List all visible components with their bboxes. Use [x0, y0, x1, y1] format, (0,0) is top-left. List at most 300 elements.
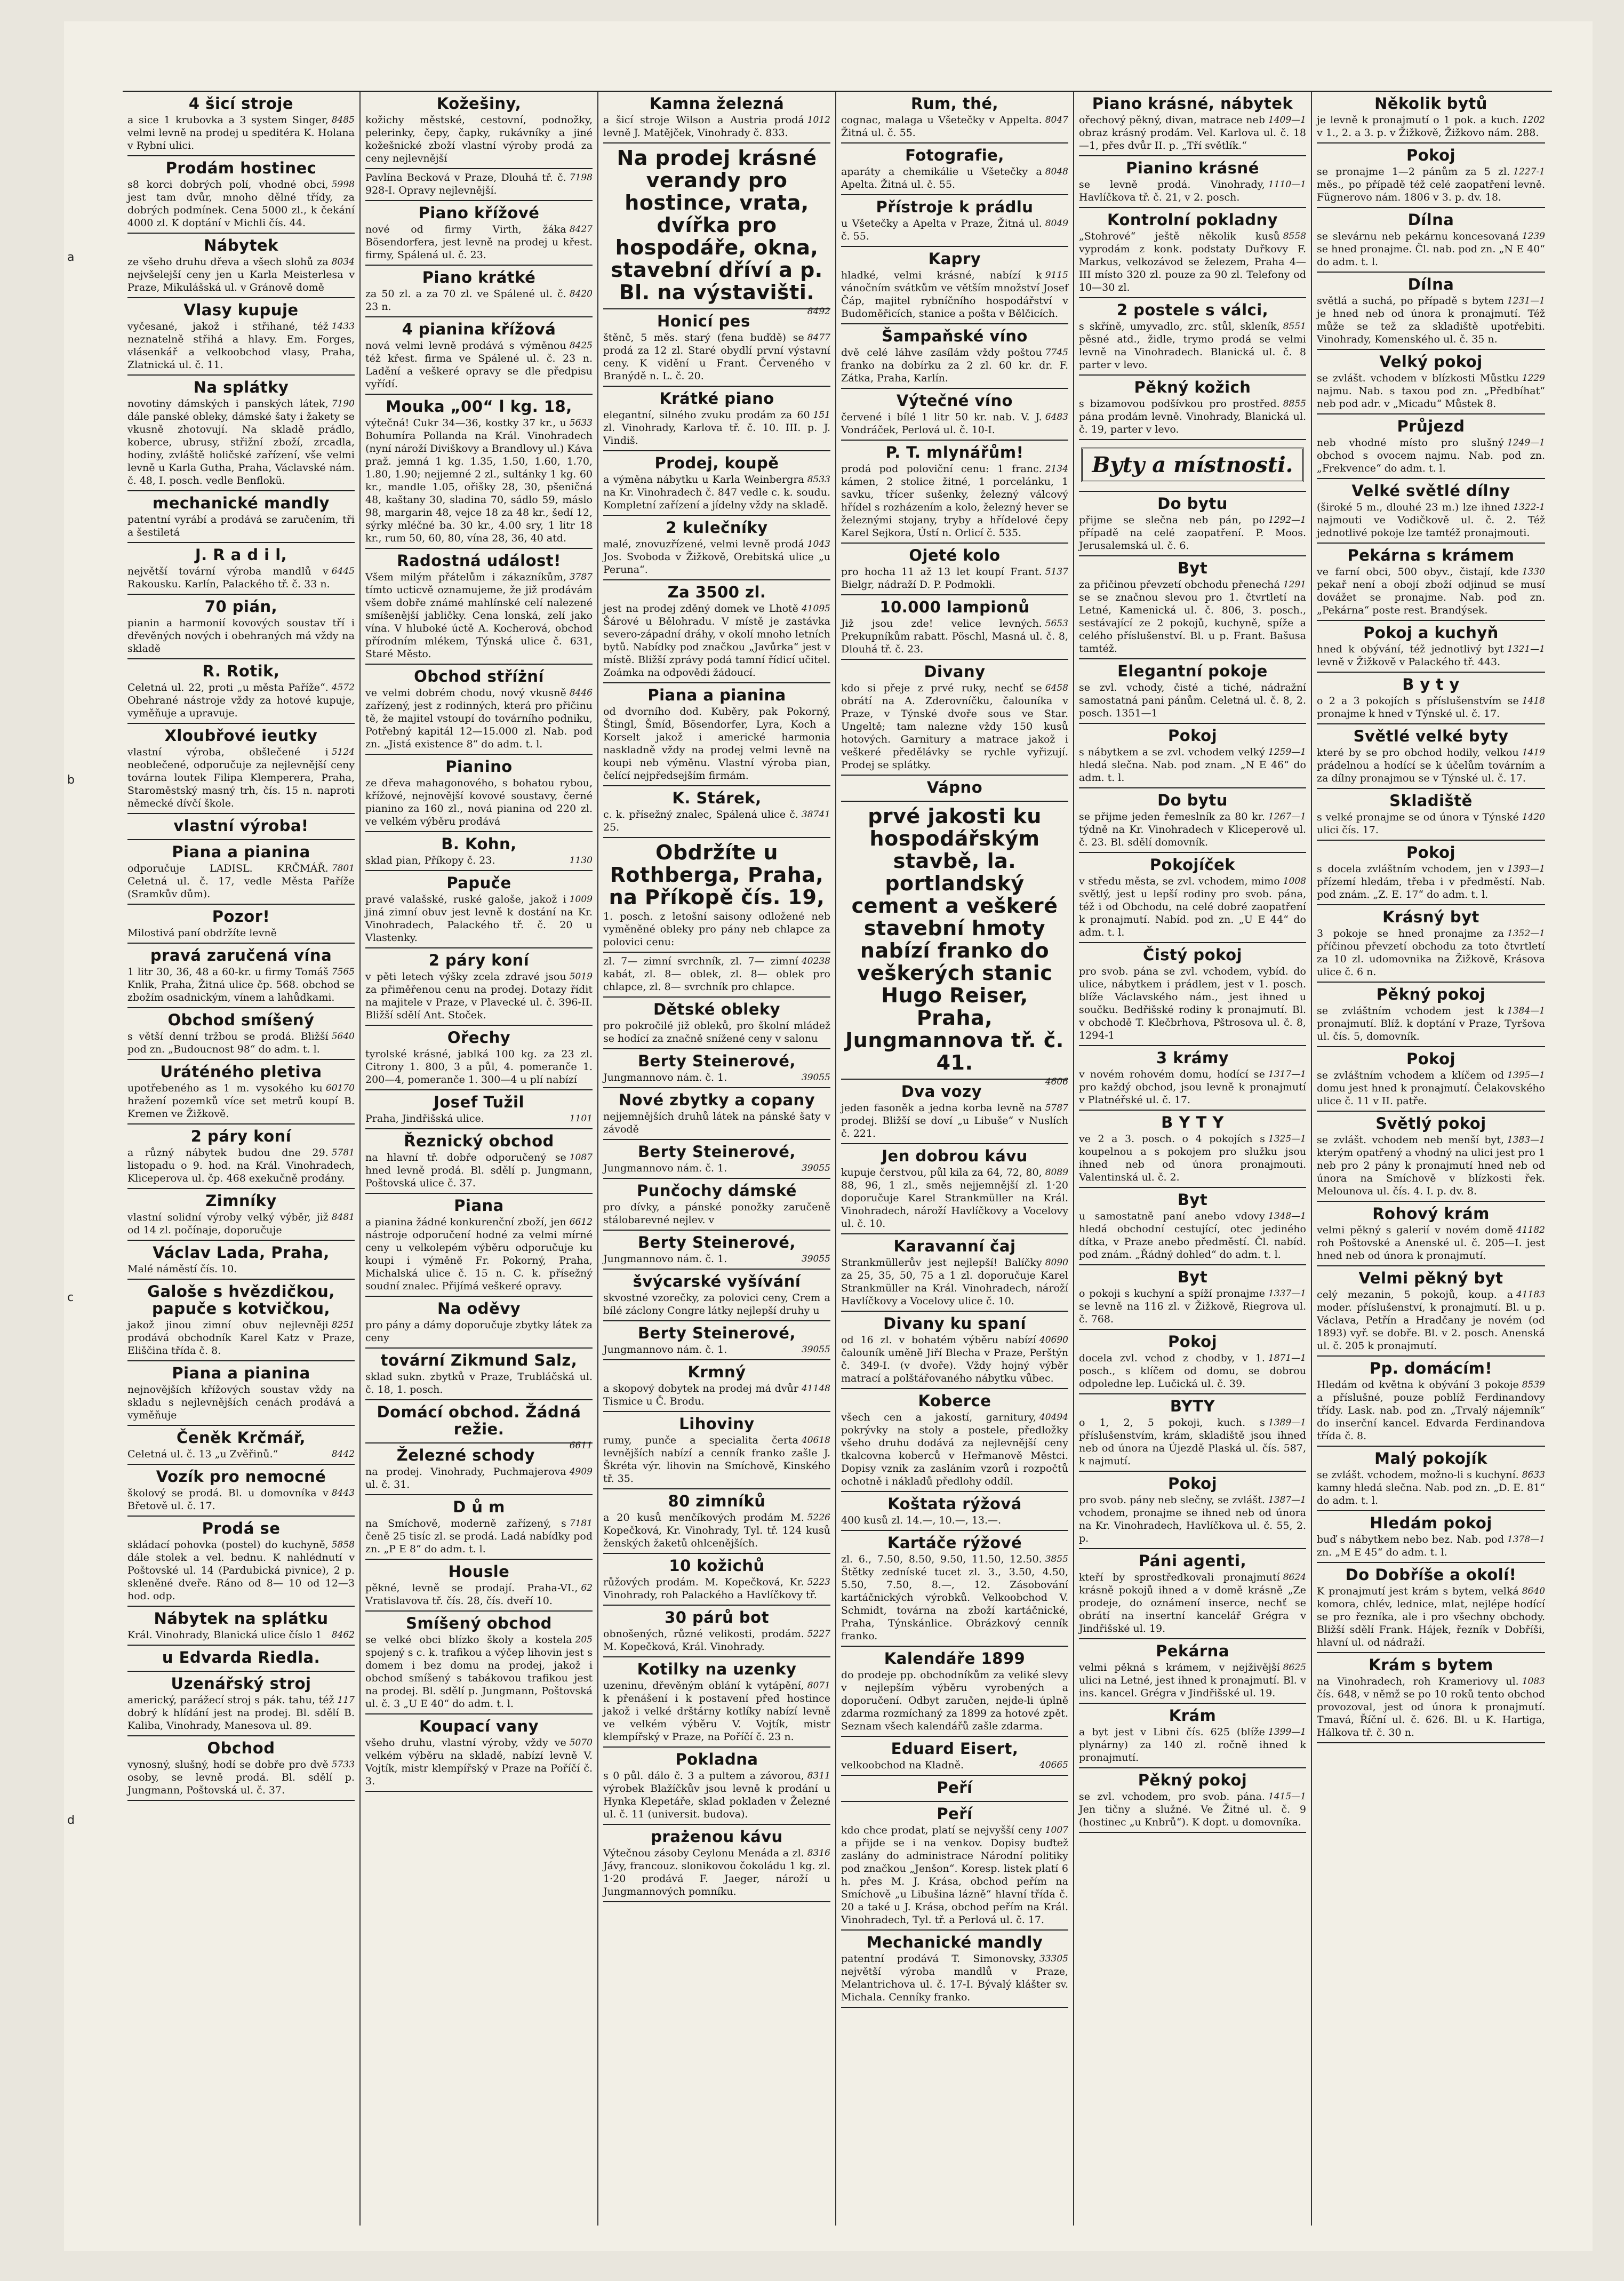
ad-text: a byt jest v Libni čís. 625 (blíže plynárny) za 140 zl. ročně ihned k pronajmutí.: [1079, 1726, 1306, 1764]
classified-ad: [127, 156, 355, 234]
ad-headline: Skladiště: [1389, 792, 1473, 810]
ad-body: [1079, 681, 1306, 720]
ad-headline: R. Rotik,: [202, 662, 280, 680]
ad-headline: Domácí obchod. Žádná režie.: [377, 1403, 581, 1438]
ad-text: ve velmi dobrém chodu, nový vkusně zařízený, jest z rodinných, která pro přičinu tě, že majitel vstoupí do továrního podniku, Potřebný kapitál 12—15.000 zl. Nab. pod zn. „Jistá existence 8“ do adm. t. l.: [365, 687, 593, 750]
ad-headline: Velké světlé dílny: [1351, 482, 1510, 500]
ad-headline: Krmný: [687, 1363, 746, 1381]
ad-text: docela zvl. vchod z chodby, v 1. posch., s klíčem od domu, se dobrou odpoledne lep. Lučická ul. č. 39.: [1079, 1352, 1306, 1390]
ad-body: [841, 682, 1068, 771]
ad-headline: Lihoviny: [679, 1415, 755, 1433]
ad-body: [1317, 436, 1545, 475]
ad-body: [127, 114, 355, 152]
ad-headline: Pokoj a kuchyň: [1363, 624, 1499, 642]
ad-text: Celetná ul. č. 13 „u Zvěřinů.“: [127, 1448, 278, 1460]
ad-headline: Berty Steinerové,: [638, 1143, 796, 1161]
ad-text: o 1, 2, 5 pokoji, kuch. s příslušenstvím, krám, skladiště jsou ihned neb od února na Újezdě Plaská ul. čís. 587, k najmutí.: [1079, 1417, 1306, 1467]
ad-body: [127, 617, 355, 655]
classified-ad: [127, 1361, 355, 1426]
ad-body: [365, 1216, 593, 1293]
ad-text: Jungmannovo nám. č. 1.: [603, 1253, 727, 1265]
classified-ad: [1317, 1653, 1545, 1743]
ad-headline: Hledám pokoj: [1370, 1514, 1492, 1532]
ad-number: 1110—1: [1268, 179, 1306, 190]
ad-number: 7181: [569, 1518, 593, 1529]
ad-headline: Šampaňské víno: [882, 327, 1028, 345]
ad-text: se zvl. vchodem, pro svob. pána. Jen tičny a služné. Ve Žitné ul. č. 9 (hostinec „u Knbrů“). K dopt. u domovníka.: [1079, 1791, 1306, 1828]
ad-headline: Pokoj: [1406, 1050, 1456, 1068]
ad-number: 8558: [1283, 231, 1306, 242]
ad-text: upotřebeného as 1 m. vysokého ku hražení pozemků více set metrů koupí B. Kremen ve Žižkově.: [127, 1082, 355, 1120]
classified-ad: [1317, 1047, 1545, 1112]
classified-ad: [1317, 1266, 1545, 1357]
ad-number: 8048: [1045, 166, 1068, 177]
ad-body: [1079, 320, 1306, 371]
classified-ad: [365, 1714, 593, 1792]
classified-ad: [1317, 143, 1545, 208]
ad-text: od dvorního dod. Kuběry, pak Pokorný, Štingl, Šmíd, Bösendorfer, Lyra, Koch a Korselt jakož i americké harmonia naskladně vždy na prodej velmi levně na koupi neb výměnu. Vlastní výroba pian, čelící nejpředsejším firmám.: [603, 706, 830, 781]
ad-number: 1267—1: [1268, 811, 1306, 822]
classified-ad: [1317, 724, 1545, 789]
classified-ad: [1317, 673, 1545, 724]
ad-number: 1227-1: [1513, 166, 1545, 177]
ad-headline: Čeněk Krčmář,: [177, 1429, 306, 1447]
ad-body: [365, 417, 593, 545]
ad-headline: Pozor!: [212, 907, 270, 926]
ad-text: Celetná ul. 22, proti „u města Paříže“. Obehrané nástroje vždy za hotové kupuje, vyměňuje a upravuje.: [127, 682, 355, 719]
ad-body: [127, 862, 355, 900]
ad-text: a výměna nábytku u Karla Weinbergra na Kr. Vinohradech č. 847 vedle c. k. soudu. Kompletní zařízení a jídelny vždy na skladě.: [603, 474, 830, 511]
ad-text: pro dívky, a pánské ponožky zaručeně stálobarevné nejlev. v: [603, 1201, 830, 1226]
ad-body: [1079, 875, 1306, 939]
column-5: [1074, 92, 1312, 2226]
ad-headline: Krám: [1169, 1706, 1217, 1725]
ad-headline: Dětské obleky: [653, 1000, 781, 1018]
ad-body: [603, 1679, 830, 1743]
ad-text: se zvlášt. vchodem neb menší byt, kterým opatřený a vhodný na ulici jest pro 1 neb pro 2 pány k pronajmutí hned neb od února na Smíchově v blízkosti řek. Melounova ul. čís. 4. I. p. dv. 8.: [1317, 1134, 1545, 1197]
ad-headline: tovární Zikmund Salz,: [380, 1351, 578, 1369]
ad-body: [1079, 810, 1306, 849]
classified-ad: [1079, 440, 1306, 492]
ad-number: 1259—1: [1268, 747, 1306, 757]
ad-body: [841, 1166, 1068, 1230]
ad-body: [1079, 1790, 1306, 1829]
ad-text: celý mezanin, 5 pokojů, koup. a moder. příslušenství, k pronajmutí. Bl. u p. Václava, Petřín a Hradčany je novém (od 1893) vyř. se dobře. Bl. v 2. posch. Anenská ul. č. 205 k pronajmutí.: [1317, 1289, 1545, 1352]
ad-number: 1249—1: [1507, 437, 1545, 448]
classified-ad: [365, 1090, 593, 1129]
ad-headline: Fotografie,: [905, 146, 1004, 164]
ad-number: 5226: [807, 1512, 830, 1523]
ad-body: [127, 565, 355, 591]
ad-number: 7801: [331, 863, 355, 874]
ad-number: 151: [813, 410, 830, 420]
ad-headline: Byt: [1177, 1268, 1208, 1286]
ad-body: [365, 893, 593, 944]
ad-body: [365, 114, 593, 165]
ad-body: [1317, 643, 1545, 668]
classified-ad: [1317, 905, 1545, 983]
ad-text: patentní vyrábí a prodává se zaručením, tři a šestiletá: [127, 514, 355, 538]
ad-headline: Na prodej krásné verandy pro hostince, vrata, dvířka pro hospodáře, okna, stavební dříví a p. Bl. na výstavišti.: [611, 146, 823, 304]
ad-text: se velké obci blízko školy a kostela spojený s c. k. trafikou a výčep lihovin jest s domem i bez domu na prodej, jakož i obchod smíšený s tabákovou trafikou jest na prodej. Bl. sdělí p. Jungmann, Poštovská ul. č. 3 „U E 40“ do adm. t. l.: [365, 1634, 593, 1710]
ad-headline: B. Kohn,: [441, 835, 517, 853]
ad-headline: Piana a pianina: [172, 1364, 310, 1382]
ad-number: 3855: [1045, 1554, 1068, 1565]
ad-headline: Pokoj: [1406, 843, 1456, 862]
classified-ad: [841, 1389, 1068, 1492]
ad-body: [1317, 1469, 1545, 1507]
ad-number: 1420: [1522, 812, 1545, 823]
ad-body: [1317, 501, 1545, 539]
ad-text: u samostatně paní anebo vdovy hledá obchodní cestující, otec jediného dítka, v Praze anebo předměstí. Čl. nabíd. pod znám. „Řádný dohled“ do adm. t. l.: [1079, 1210, 1306, 1261]
ad-headline: Do Dobříše a okolí!: [1345, 1566, 1517, 1584]
ad-number: 40618: [801, 1435, 830, 1446]
ad-headline: Velmi pěkný byt: [1358, 1269, 1503, 1287]
ad-headline: Na oděvy: [437, 1299, 521, 1318]
ad-number: 41095: [801, 603, 830, 614]
ad-number: 5137: [1045, 567, 1068, 577]
ad-body: [127, 1694, 355, 1732]
classified-ad: [1079, 1188, 1306, 1265]
ad-body: [365, 1151, 593, 1190]
ad-body: [1079, 1571, 1306, 1635]
classified-ad: [841, 660, 1068, 776]
classified-ad: [1079, 1472, 1306, 1549]
classified-ad: [841, 1531, 1068, 1647]
classified-ad: [1079, 853, 1306, 943]
ad-text: je levně k pronajmutí o 1 pok. a kuch. v 1., 2. a 3. p. v Žižkově, Žižkovo nám. 288.: [1317, 114, 1539, 139]
ad-body: [127, 1538, 355, 1602]
ad-headline: Nábytek na splátku: [154, 1609, 329, 1628]
ad-body: [1317, 294, 1545, 346]
ad-number: 8633: [1522, 1470, 1545, 1480]
ad-body: [127, 1629, 355, 1641]
ad-text: se zvlášt. vchodem v blízkosti Můstku najmu. Nab. s taxou pod zn. „Předbíhat“ neb pod adr. v „Micadu“ Můstek 8.: [1317, 372, 1545, 410]
ad-number: 8640: [1522, 1586, 1545, 1597]
classified-ad: [1079, 788, 1306, 853]
ad-text: s větší denní tržbou se prodá. Bližší pod zn. „Budoucnost 98“ do adm. t. l.: [127, 1031, 329, 1055]
ad-body: [1079, 114, 1306, 152]
ad-headline: Světlý pokoj: [1375, 1114, 1486, 1132]
ad-headline: Prodá se: [202, 1519, 281, 1537]
classified-ad: [603, 1489, 830, 1554]
classified-ad: [1079, 92, 1306, 156]
ad-text: Praha, Jindřišská ulice.: [365, 1113, 484, 1124]
classified-ad: [365, 1349, 593, 1400]
classified-ad: [841, 247, 1068, 324]
ad-number: 8311: [807, 1770, 830, 1781]
classified-ad: [365, 1297, 593, 1349]
ad-number: 41182: [1516, 1225, 1545, 1235]
classified-ad: [603, 786, 830, 838]
ad-text: obnošených, různé velikosti, prodám. M. Kopečková, Král. Vinohrady.: [603, 1628, 804, 1653]
ad-number: 1871—1: [1268, 1353, 1306, 1363]
ad-text: 1. posch. z letošní saisony odložené neb vyměněné obleky pro pány neb chlapce za polovici cenu:: [603, 911, 830, 948]
ad-body: [127, 966, 355, 1004]
ad-text: aparáty a chemikálie u Všetečky a Apelta. Žitná ul. č. 55.: [841, 166, 1042, 190]
ad-number: 1101: [569, 1113, 593, 1124]
classified-ad: [127, 376, 355, 491]
column-3: [598, 92, 836, 2226]
ad-headline: Vlasy kupuje: [183, 301, 299, 319]
ad-body: [127, 927, 355, 939]
ad-headline: Světlé velké byty: [1353, 727, 1509, 745]
ad-headline: Pianino: [445, 757, 513, 776]
ad-body: [603, 1847, 830, 1898]
ad-body: [603, 331, 830, 382]
ad-text: zl. 7— zimní svrchník, zl. 7— zimní kabát, zl. 8— oblek, zl. 8— oblek pro chlapce, zl. 8— svrchník pro chlapce.: [603, 955, 830, 993]
classified-ad: [603, 953, 830, 998]
ad-headline: Kontrolní pokladny: [1107, 211, 1278, 229]
ad-text: se přijme jeden řemeslník za 80 kr. týdně na Kr. Vinohradech v Kliceperově ul. č. 23. Bl. sdělí domovník.: [1079, 811, 1306, 848]
ad-text: a pianina žádné konkurenční zboží, jen nástroje odporučení hodné za velmi mírné ceny u velkolepém výběru odporučuje ku koupi i výměně Fr. Pokorný, Praha, Michalská ulice č. 15 n. C. k. přísežný soudní znalec. Přijímá veškeré opravy.: [365, 1216, 593, 1292]
classified-ad: [841, 1312, 1068, 1389]
ad-text: s bizamovou podšívkou pro prostřed. pána prodám levně. Vinohrady, Blanická ul. č. 19, parter v levo.: [1079, 398, 1306, 435]
ad-text: ořechový pěkný, divan, matrace neb obraz krásný prodám. Vel. Karlova ul. č. 18—1, přes dvůr II. p. „Tří světlík.“: [1079, 114, 1306, 151]
classified-ad: [603, 580, 830, 683]
ad-body: [1317, 1585, 1545, 1649]
ad-text: Již jsou zde! velice levných. Prekupníkům rabatt. Pöschl, Masná ul. č. 8, Dlouhá tř. č. 23.: [841, 618, 1068, 655]
ad-body: [365, 687, 593, 751]
ad-text: v pěti letech výšky zcela zdravé jsou za přiměřenou cenu na prodej. Dotazy řídit na majitele v Praze, v Plavecké ul. č. 396-II. Bližší sdělí Ant. Stoček.: [365, 971, 593, 1021]
classified-ad: [127, 298, 355, 376]
ad-number: 5640: [331, 1031, 355, 1042]
ad-number: 8442: [331, 1449, 355, 1459]
classified-ad: [1317, 92, 1545, 143]
ad-number: 1130: [569, 855, 593, 866]
ad-number: 1419: [1522, 747, 1545, 758]
classified-ad: [127, 1672, 355, 1736]
ad-number: 6483: [1045, 412, 1068, 422]
ad-body: [603, 1071, 830, 1084]
classified-ad: [841, 195, 1068, 247]
classified-ad: [603, 1049, 830, 1088]
ad-headline: Páni agenti,: [1138, 1552, 1247, 1570]
ad-body: [1079, 746, 1306, 784]
ad-body: [127, 320, 355, 371]
ad-headline: Pěkný kožich: [1134, 378, 1251, 396]
classified-columns: [123, 91, 1552, 2226]
classified-ad: [1079, 1046, 1306, 1111]
ad-headline: D ů m: [453, 1498, 505, 1516]
ad-body: [603, 1769, 830, 1821]
classified-ad: [603, 1088, 830, 1140]
classified-ad: [127, 1465, 355, 1517]
ad-headline: Do bytu: [1157, 791, 1228, 809]
ad-body: [603, 1291, 830, 1317]
ad-body: [1317, 114, 1545, 139]
ad-number: 6611: [569, 1440, 593, 1451]
classified-ad: [1079, 1394, 1306, 1472]
ad-body: [127, 256, 355, 294]
ad-headline: Peří: [937, 1805, 973, 1823]
ad-body: [127, 1487, 355, 1512]
ad-text: odporučuje LADISL. KRČMÁŘ. Celetná ul. č. 17, vedle Města Paříže (Sramkův dům).: [127, 863, 355, 900]
ad-number: 5858: [331, 1540, 355, 1550]
classified-ad: [1317, 1112, 1545, 1202]
ad-text: přijme se slečna neb pán, po případě na celé zaopatření. P. Moos. Jerusalemská ul. č. 6.: [1079, 514, 1306, 552]
ad-text: cognac, malaga u Všetečky v Appelta. Žitná ul. č. 55.: [841, 114, 1042, 139]
ad-number: 5733: [331, 1759, 355, 1770]
ad-headline: BYTY: [1170, 1397, 1215, 1415]
ad-number: 1325—1: [1268, 1134, 1306, 1144]
ad-body: [127, 397, 355, 487]
ad-body: [603, 1343, 830, 1356]
classified-ad: [1079, 1704, 1306, 1768]
ad-body: [1079, 1210, 1306, 1261]
classified-ad: [1079, 1768, 1306, 1833]
ad-text: novotiny dámských i panských látek, dále panské obleky, dámské šaty i žakety se vkusně zhotovují. Na skladě prádlo, koberce, ubrusy, střižní zboží, zrcadla, hodiny, zvláště holičské zařízení, vše velmi levně u Karla Gutha, Praha, Václavské nám. č. 48, I. posch. vedle Benflokü.: [127, 398, 355, 486]
ad-headline: Housle: [448, 1562, 510, 1581]
ad-body: [603, 1162, 830, 1175]
classified-ad: [841, 92, 1068, 143]
ad-body: [365, 1319, 593, 1344]
ad-body: [1317, 165, 1545, 204]
ad-body: [365, 854, 593, 867]
ad-body: [1317, 1134, 1545, 1198]
ad-number: 1433: [331, 321, 355, 332]
ad-text: hladké, velmi krásné, nabízí k vánočním svátkům ve větším množství Josef Čáp, majitel rybníčního hospodářství v Budoměřicích, stanice a pošta v Bělčicích.: [841, 269, 1068, 320]
ad-number: 1008: [1283, 876, 1306, 887]
ad-body: [841, 565, 1068, 591]
classified-ad: [841, 1737, 1068, 1776]
classified-ad: [1317, 1357, 1545, 1447]
classified-ad: [127, 724, 355, 814]
classified-ad: [603, 1321, 830, 1360]
ad-text: pianin a harmonií kovových soustav tří i dřevěných nových i obehraných má vždy na skladě: [127, 617, 355, 655]
classified-ad: [603, 143, 830, 317]
ad-headline: pravá zaručená vína: [150, 946, 332, 964]
ad-number: 1229: [1522, 373, 1545, 384]
ad-headline: Pěkný pokoj: [1138, 1771, 1247, 1789]
ad-number: 1012: [807, 115, 830, 125]
ad-body: [1317, 811, 1545, 836]
ad-headline: Pokoj: [1167, 1474, 1218, 1493]
ad-headline: Berty Steinerové,: [638, 1233, 796, 1251]
ad-headline: 10.000 lampionů: [879, 598, 1030, 616]
ad-headline: 3 krámy: [1156, 1049, 1229, 1067]
ad-headline: B Y T Y: [1161, 1113, 1224, 1131]
ad-body: [841, 1334, 1068, 1385]
classified-ad: [1079, 556, 1306, 659]
ad-headline: Pokladna: [675, 1750, 758, 1768]
ad-body: [841, 1514, 1068, 1527]
ad-body: [1079, 1132, 1306, 1184]
classified-ad: [127, 944, 355, 1008]
ad-headline: Piana a pianina: [172, 843, 310, 861]
classified-ad: [603, 387, 830, 451]
ad-headline: Mouka „00“ l kg. 18,: [386, 397, 572, 416]
ad-body: [603, 705, 830, 782]
ad-text: skvostné vzorečky, za polovici ceny, Crem a bílé záclony Congre látky nejlepší druhy u: [603, 1292, 830, 1317]
ad-text: s docela zvláštním vchodem, jen v přízemí hledám, třeba i v předměstí. Nab. pod znám. „Z. E. 17“ do adm. t. l.: [1317, 863, 1545, 900]
classified-ad: [1317, 1563, 1545, 1653]
classified-ad: [841, 1931, 1068, 2008]
ad-text: pravé valašské, ruské galoše, jakož i jiná zimní obuv jest levně k dostání na Kr. Vinohradech, Palackého tř. č. 20 u Vlastenky.: [365, 894, 593, 944]
ad-headline: Piano křížové: [418, 204, 540, 222]
ad-text: Strankmüllerův jest nejlepší! Balíčky za 25, 35, 50, 75 a 1 zl. doporučuje Karel Strankmüller na Král. Vinohradech, nároží Havlíčkovy a Vocelovy ulice č. 10.: [841, 1257, 1068, 1307]
ad-body: [1079, 514, 1306, 552]
ad-body: [841, 1256, 1068, 1307]
classified-ad: [127, 491, 355, 543]
ad-body: [603, 473, 830, 512]
ad-text: nová velmi levně prodává s výměnou též křest. firma ve Spálené ul. č. 23 n. Ladění a veškeré opravy se dle předpisu vyřídí.: [365, 340, 593, 390]
ad-body: [365, 1370, 593, 1396]
ad-body: [1079, 1416, 1306, 1468]
ad-text: americký, parážecí stroj s pák. tahu, též dobrý k hlídání jest na prodej. Bl. sdělí B. Kaliba, Vinohrady, Manesova ul. 89.: [127, 1694, 355, 1732]
ad-headline: 2 postele s válci,: [1116, 301, 1269, 319]
ad-headline: 10 kožichů: [669, 1557, 765, 1575]
ad-body: [127, 1030, 355, 1056]
ad-number: 6458: [1045, 683, 1068, 693]
ad-text: elegantní, silného zvuku prodám za 60 zl. Vinohrady, Karlova tř. č. 10. III. p. J. Vindiš.: [603, 409, 830, 446]
ad-text: kteří by sprostředkovali pronajmutí krásně pokojů ihned a v domě krásně „Ze prodeje, do oznámení inserce, nechť se obrátí na insertní kancelář Grégra v Jindřišské ul. 19.: [1079, 1572, 1306, 1634]
ad-number: 5633: [569, 418, 593, 428]
ad-body: [1317, 1378, 1545, 1442]
ad-text: v novém rohovém domu, hodící se pro každý obchod, jsou levně k pronajmutí v Platnéřské ul. č. 17.: [1079, 1068, 1306, 1106]
ad-headline: Na splátky: [193, 378, 289, 396]
ad-headline: B y t y: [1402, 675, 1460, 693]
ad-headline: Honicí pes: [657, 312, 750, 330]
ad-body: [841, 1669, 1068, 1733]
ad-text: na hlavní tř. dobře odporučený se hned levně prodá. Bl. sdělí p. Jungmann, Poštovská ulice č. 37.: [365, 1152, 593, 1189]
ad-text: s nábytkem a se zvl. vchodem velký hledá slečna. Nab. pod znam. „N E 46“ do adm. t. l.: [1079, 746, 1306, 784]
classified-ad: [603, 1179, 830, 1231]
ad-body: [603, 808, 830, 834]
ad-number: 5787: [1045, 1103, 1068, 1113]
ad-headline: 2 páry koní: [428, 951, 530, 969]
classified-ad: [1079, 1265, 1306, 1330]
ad-text: vynosný, slušný, hodí se dobře pro dvě osoby, se levně prodá. Bl. sdělí p. Jungmann, Poštovská ul. č. 37.: [127, 1759, 355, 1796]
classified-ad: [841, 1776, 1068, 1802]
ad-text: se zvlášt. vchodem, možno-li s kuchyní. kamny hledá slečna. Nab. pod zn. „D. E. 81“ do adm. t. l.: [1317, 1469, 1545, 1506]
ad-number: 9115: [1045, 270, 1068, 281]
ad-text: dvě celé láhve zasílám vždy poštou franko na dobírku za 2 zl. 60 kr. dr. F. Zátka, Praha, Karlín.: [841, 347, 1068, 384]
classified-ad: [603, 1657, 830, 1748]
ad-headline: Mechanické mandly: [866, 1933, 1043, 1951]
ad-number: 1321—1: [1507, 644, 1545, 655]
classified-ad: [603, 1606, 830, 1657]
ad-text: sklad pian, Příkopy č. 23.: [365, 855, 495, 866]
classified-ad: [365, 1560, 593, 1612]
ad-headline: Rum, thé,: [911, 94, 998, 113]
ad-text: Pavlína Becková v Praze, Dlouhá tř. č. 928-I. Opravy nejlevnější.: [365, 172, 566, 196]
ad-headline: Piano krásné, nábytek: [1092, 94, 1293, 113]
ad-headline: Elegantní pokoje: [1117, 662, 1268, 680]
classified-ad: [1317, 273, 1545, 350]
ad-number: 39055: [801, 1344, 830, 1355]
ad-text: s 0 půl. dálo č. 3 a pultem a závorou, výrobek Blažíčkův jsou levně k prodání u Hynka Klepetáře, sklad pokladen v Železné ul. č. 11 (universit. budova).: [603, 1770, 830, 1820]
classified-ad: [1317, 983, 1545, 1047]
classified-ad: [1317, 414, 1545, 479]
ad-body: [1317, 1533, 1545, 1559]
ad-body: [603, 955, 830, 993]
ad-headline: Peří: [937, 1778, 973, 1797]
ad-headline: Koberce: [918, 1392, 991, 1410]
classified-ad: [127, 1280, 355, 1361]
ad-number: 4606: [1045, 1076, 1068, 1087]
ad-headline: Ojeté kolo: [909, 546, 1001, 564]
ad-text: jakož jinou zimní obuv nejlevněji prodává obchodník Karel Katz v Praze, Eliščina třída č. 8.: [127, 1319, 355, 1357]
ad-body: [841, 1952, 1068, 2004]
classified-ad: [603, 838, 830, 953]
ad-body: [1079, 1661, 1306, 1700]
ad-number: 1317—1: [1268, 1069, 1306, 1080]
ad-headline: Václav Lada, Praha,: [153, 1243, 330, 1262]
ad-headline: Krásný byt: [1382, 908, 1479, 926]
classified-ad: [365, 266, 593, 317]
ad-text: výtečná! Cukr 34—36, kostky 37 kr., u Bohumíra Pollanda na Král. Vinohradech (nyní nároží Diviškovy a Brandlovy ul.) Káva praž. jemná 1 kg. 1.35, 1.50, 1.60, 1.70, 1.80, 1.90; nejjemné 2 zl., sultánky 1 kg. 60 kr., mandle 1.05, ořišky 28, 30, pšeničná 48, kaštany 30, sladina 70, sádlo 59, máslo 98, margarin 48, vejce 18 za 48 kr., šedí 12, sýrky mléčné ba. 30 kr., 4.00 sry, 1 litr 18 kr., rum 50, 60, 80, vína 28, 36, 40 atd.: [365, 417, 593, 544]
